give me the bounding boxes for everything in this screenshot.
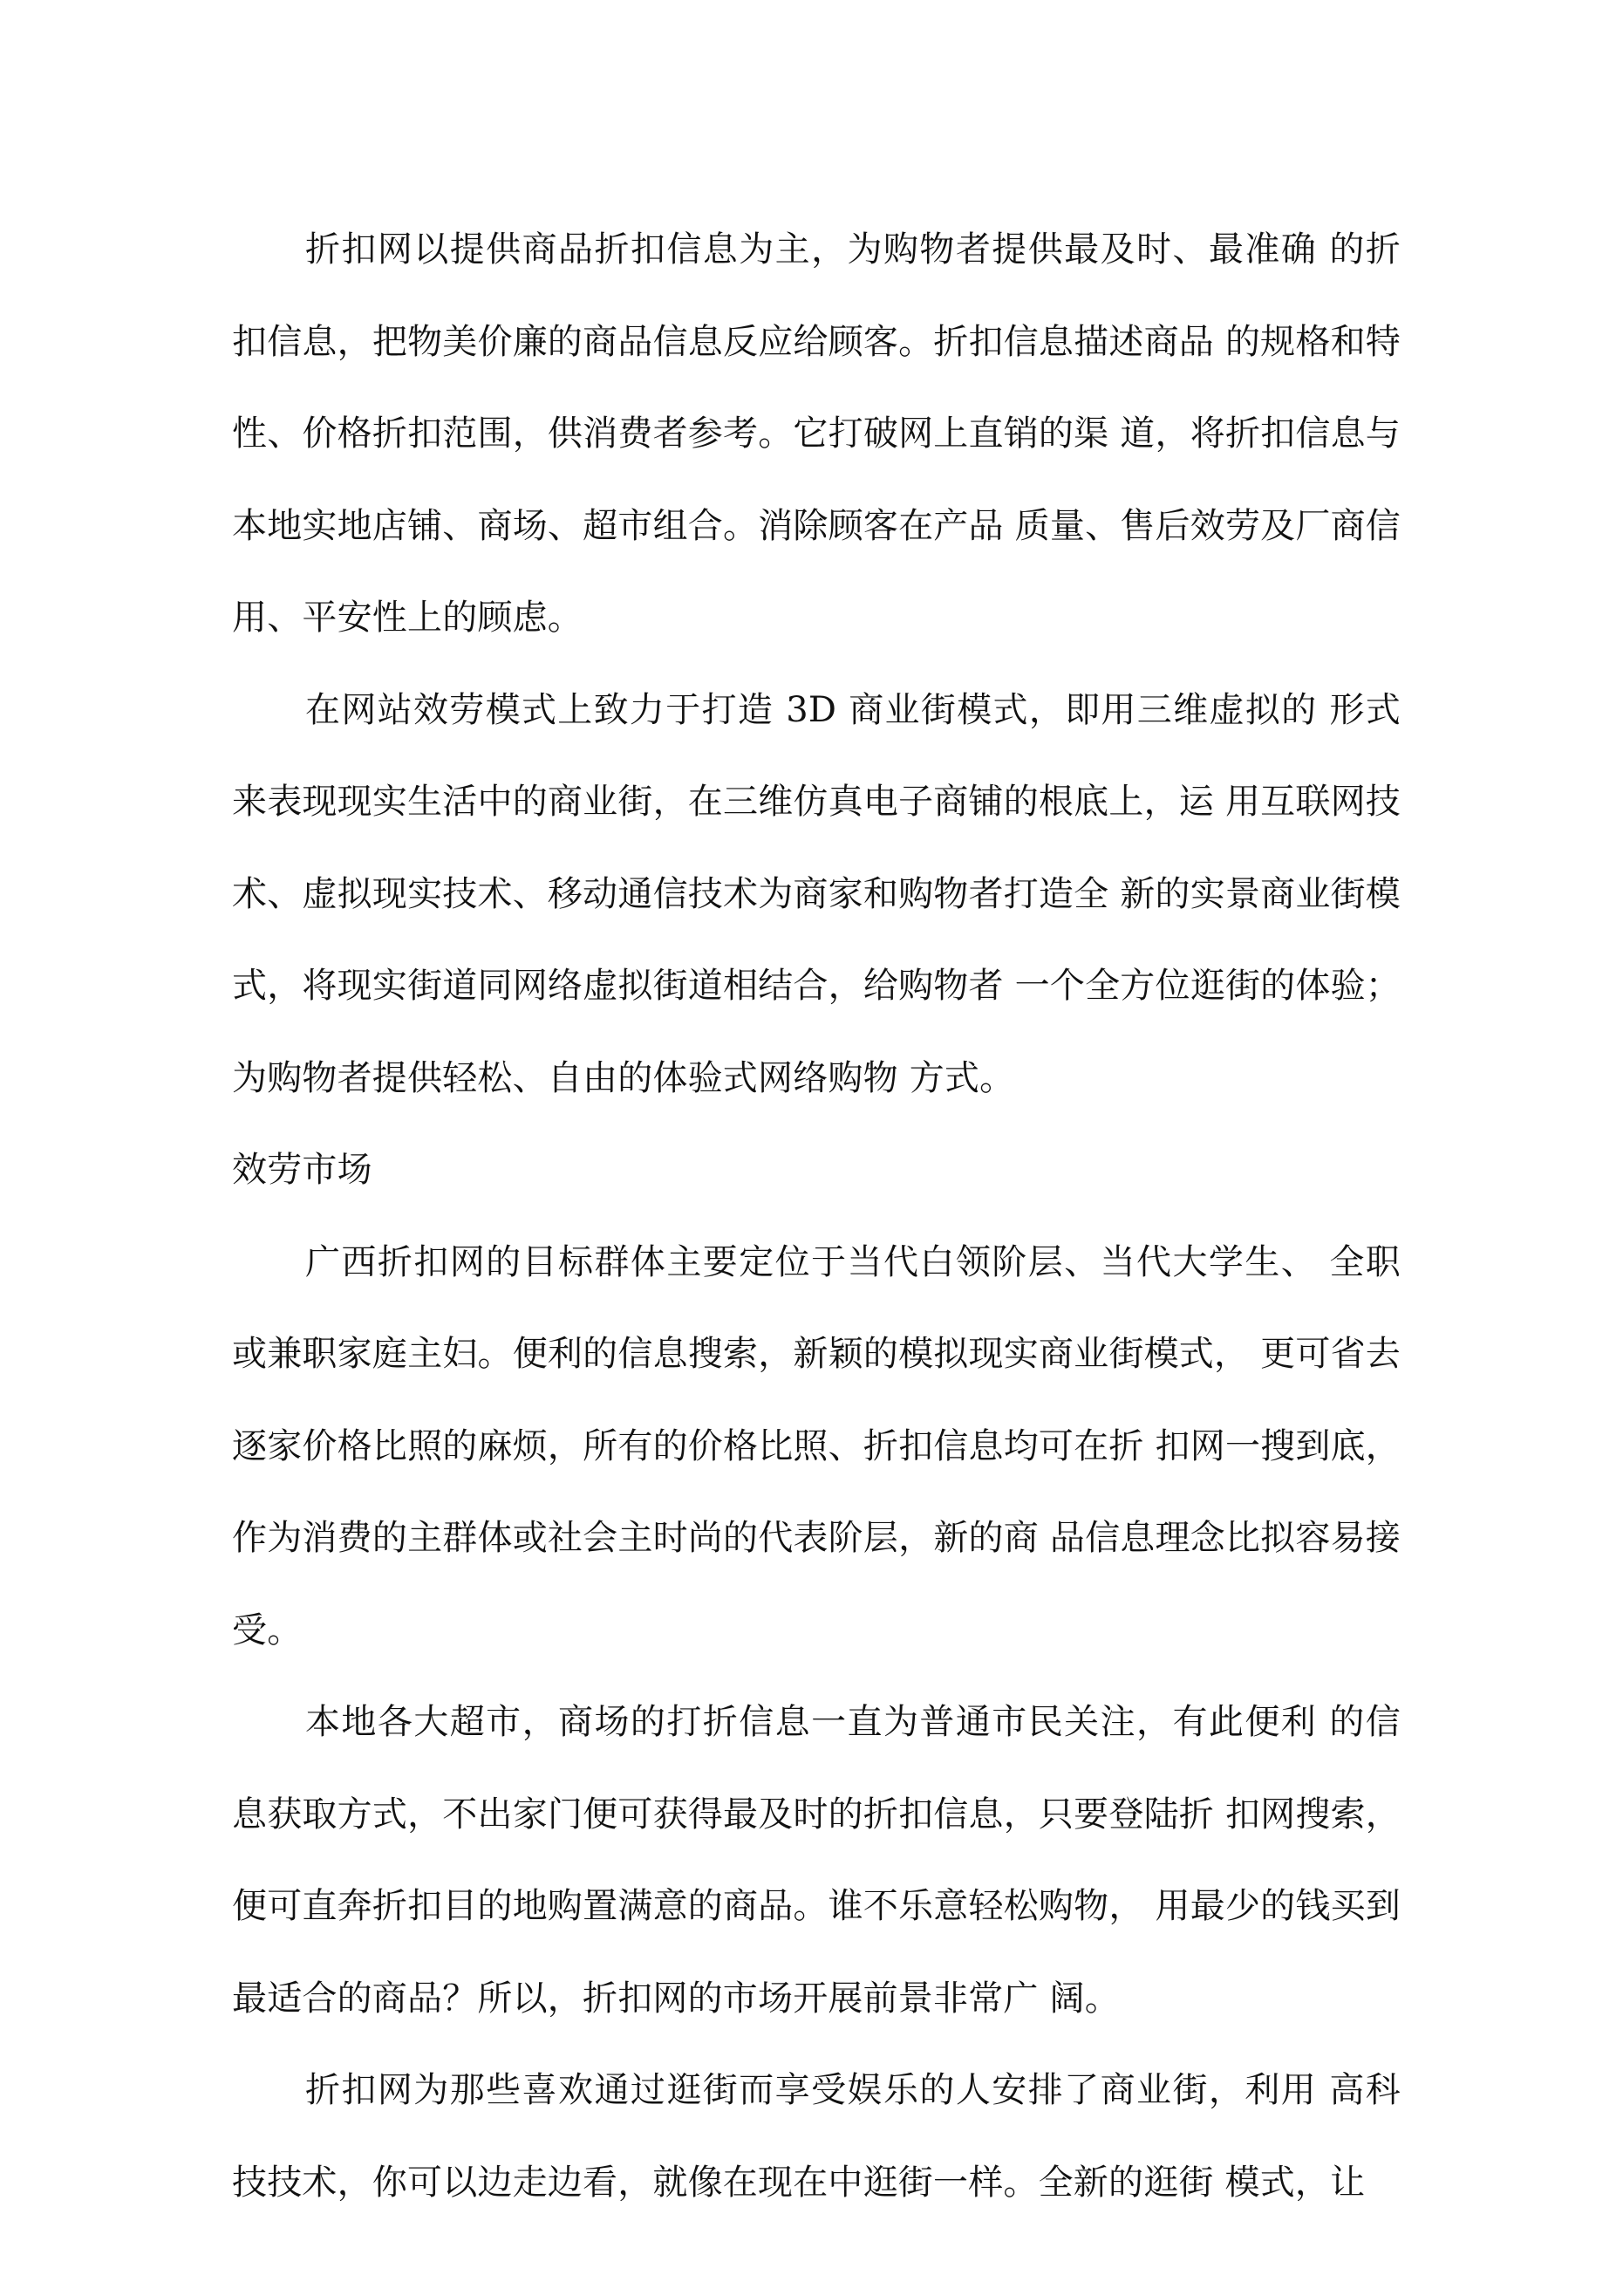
body-paragraph: 本地各大超市，商场的打折信息一直为普通市民关注，有此便利 的信息获取方式，不出家门便可获得最及时的折扣信息，只要登陆折 扣网搜索，便可直奔折扣目的地购置满意的商品。谁不乐意轻松购物， 用最少的钱买到最适合的商品？所以，折扣网的市场开展前景非常广 阔。	[232, 1702, 1401, 2019]
section-heading: 效劳市场	[232, 1150, 372, 1190]
body-paragraph: 广西折扣网的目标群体主要定位于当代白领阶层、当代大学生、 全职或兼职家庭主妇。便利的信息搜索，新颖的模拟现实商业街模式， 更可省去逐家价格比照的麻烦，所有的价格比照、折扣信息均可在折 扣网一搜到底，作为消费的主群体或社会主时尚的代表阶层，新的商 品信息理念比拟容易接受。	[232, 1241, 1401, 1650]
document-body	[232, 204, 1401, 2229]
body-paragraph: 折扣网为那些喜欢通过逛街而享受娱乐的人安排了商业街，利用 高科技技术，你可以边走边看，就像在现在中逛街一样。全新的逛街 模式，让	[232, 2070, 1401, 2203]
body-paragraph: 折扣网以提供商品折扣信息为主，为购物者提供最及时、最准确 的折扣信息，把物美价廉的商品信息反应给顾客。折扣信息描述商品 的规格和特性、价格折扣范围，供消费者参考。它打破网上直销的渠 道，将折扣信息与本地实地店铺、商场、超市组合。消除顾客在产品 质量、售后效劳及厂商信用、平安性上的顾虑。	[232, 229, 1401, 638]
body-paragraph: 在网站效劳模式上致力于打造 3D 商业街模式，即用三维虚拟的 形式来表现现实生活中的商业街，在三维仿真电子商铺的根底上，运 用互联网技术、虚拟现实技术、移动通信技术为商家和购物者打造全 新的实景商业街模式，将现实街道同网络虚拟街道相结合，给购物者 一个全方位逛街的体验；为购物者提供轻松、自由的体验式网络购物 方式。	[232, 689, 1401, 1098]
